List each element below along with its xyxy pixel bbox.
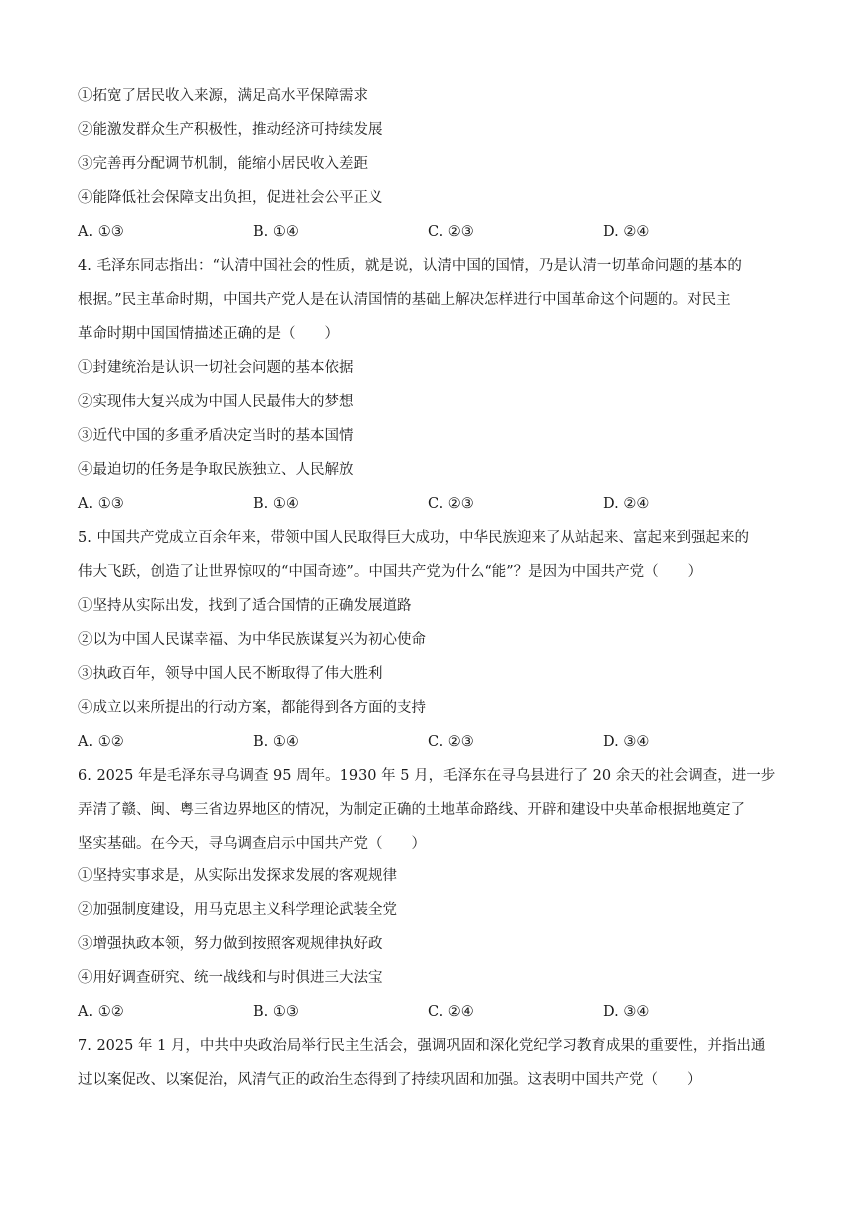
q4-option-c[interactable]: C. ②③	[428, 496, 474, 512]
q5-option-b[interactable]: B. ①④	[253, 734, 299, 750]
q6-statement-3: ③增强执政本领，努力做到按照客观规律执好政	[78, 936, 383, 952]
q5-statement-2: ②以为中国人民谋幸福、为中华民族谋复兴为初心使命	[78, 632, 426, 648]
q4-stem-line-3: 革命时期中国国情描述正确的是（ ）	[78, 326, 339, 342]
q3-option-d[interactable]: D. ②④	[603, 224, 650, 240]
q4-statement-3: ③近代中国的多重矛盾决定当时的基本国情	[78, 428, 354, 444]
q6-option-d[interactable]: D. ③④	[603, 1004, 650, 1020]
q5-option-c[interactable]: C. ②③	[428, 734, 474, 750]
q6-statement-2: ②加强制度建设，用马克思主义科学理论武装全党	[78, 902, 397, 918]
q6-statement-1: ①坚持实事求是，从实际出发探求发展的客观规律	[78, 868, 397, 884]
q3-option-b[interactable]: B. ①④	[253, 224, 299, 240]
q6-statement-4: ④用好调查研究、统一战线和与时俱进三大法宝	[78, 970, 383, 986]
q4-option-a[interactable]: A. ①③	[78, 496, 124, 512]
q6-stem-line-3: 坚实基础。在今天，寻乌调查启示中国共产党（ ）	[78, 836, 426, 852]
q6-stem-line-1: 6. 2025 年是毛泽东寻乌调查 95 周年。1930 年 5 月，毛泽东在寻乌县进行了 20 余天的社会调查，进一步	[78, 768, 776, 784]
q7-stem-line-2: 过以案促改、以案促治，风清气正的政治生态得到了持续巩固和加强。这表明中国共产党（ ）	[78, 1072, 702, 1088]
q4-stem-line-2: 根据。”民主革命时期，中国共产党人是在认清国情的基础上解决怎样进行中国革命这个问题的。对民主	[78, 292, 731, 308]
q3-option-c[interactable]: C. ②③	[428, 224, 474, 240]
q4-option-d[interactable]: D. ②④	[603, 496, 650, 512]
q5-options	[78, 732, 778, 752]
q4-option-b[interactable]: B. ①④	[253, 496, 299, 512]
q3-statement-1: ①拓宽了居民收入来源，满足高水平保障需求	[78, 88, 368, 104]
q6-options	[78, 1002, 778, 1022]
q4-stem-line-1: 4. 毛泽东同志指出：“认清中国社会的性质，就是说，认清中国的国情，乃是认清一切革命问题的基本的	[78, 258, 742, 274]
q5-stem-line-1: 5. 中国共产党成立百余年来，带领中国人民取得巨大成功，中华民族迎来了从站起来、富起来到强起来的	[78, 530, 749, 546]
q5-option-a[interactable]: A. ①②	[78, 734, 124, 750]
q6-option-c[interactable]: C. ②④	[428, 1004, 474, 1020]
q5-statement-4: ④成立以来所提出的行动方案，都能得到各方面的支持	[78, 700, 426, 716]
q6-option-b[interactable]: B. ①③	[253, 1004, 299, 1020]
q5-statement-1: ①坚持从实际出发，找到了适合国情的正确发展道路	[78, 598, 412, 614]
q3-statement-2: ②能激发群众生产积极性，推动经济可持续发展	[78, 122, 383, 138]
q3-options	[78, 222, 778, 242]
q4-statement-1: ①封建统治是认识一切社会问题的基本依据	[78, 360, 354, 376]
q5-option-d[interactable]: D. ③④	[603, 734, 650, 750]
q4-options	[78, 494, 778, 514]
q3-statement-3: ③完善再分配调节机制，能缩小居民收入差距	[78, 156, 368, 172]
q4-statement-4: ④最迫切的任务是争取民族独立、人民解放	[78, 462, 354, 478]
q7-stem-line-1: 7. 2025 年 1 月，中共中央政治局举行民主生活会，强调巩固和深化党纪学习教育成果的重要性，并指出通	[78, 1038, 766, 1054]
q6-option-a[interactable]: A. ①②	[78, 1004, 124, 1020]
q3-statement-4: ④能降低社会保障支出负担，促进社会公平正义	[78, 190, 383, 206]
q5-stem-line-2: 伟大飞跃，创造了让世界惊叹的“中国奇迹”。中国共产党为什么“能”？是因为中国共产党（ ）	[78, 564, 703, 580]
q5-statement-3: ③执政百年，领导中国人民不断取得了伟大胜利	[78, 666, 383, 682]
q3-option-a[interactable]: A. ①③	[78, 224, 124, 240]
q4-statement-2: ②实现伟大复兴成为中国人民最伟大的梦想	[78, 394, 354, 410]
q6-stem-line-2: 弄清了赣、闽、粤三省边界地区的情况，为制定正确的土地革命路线、开辟和建设中央革命根据地奠定了	[78, 802, 745, 818]
